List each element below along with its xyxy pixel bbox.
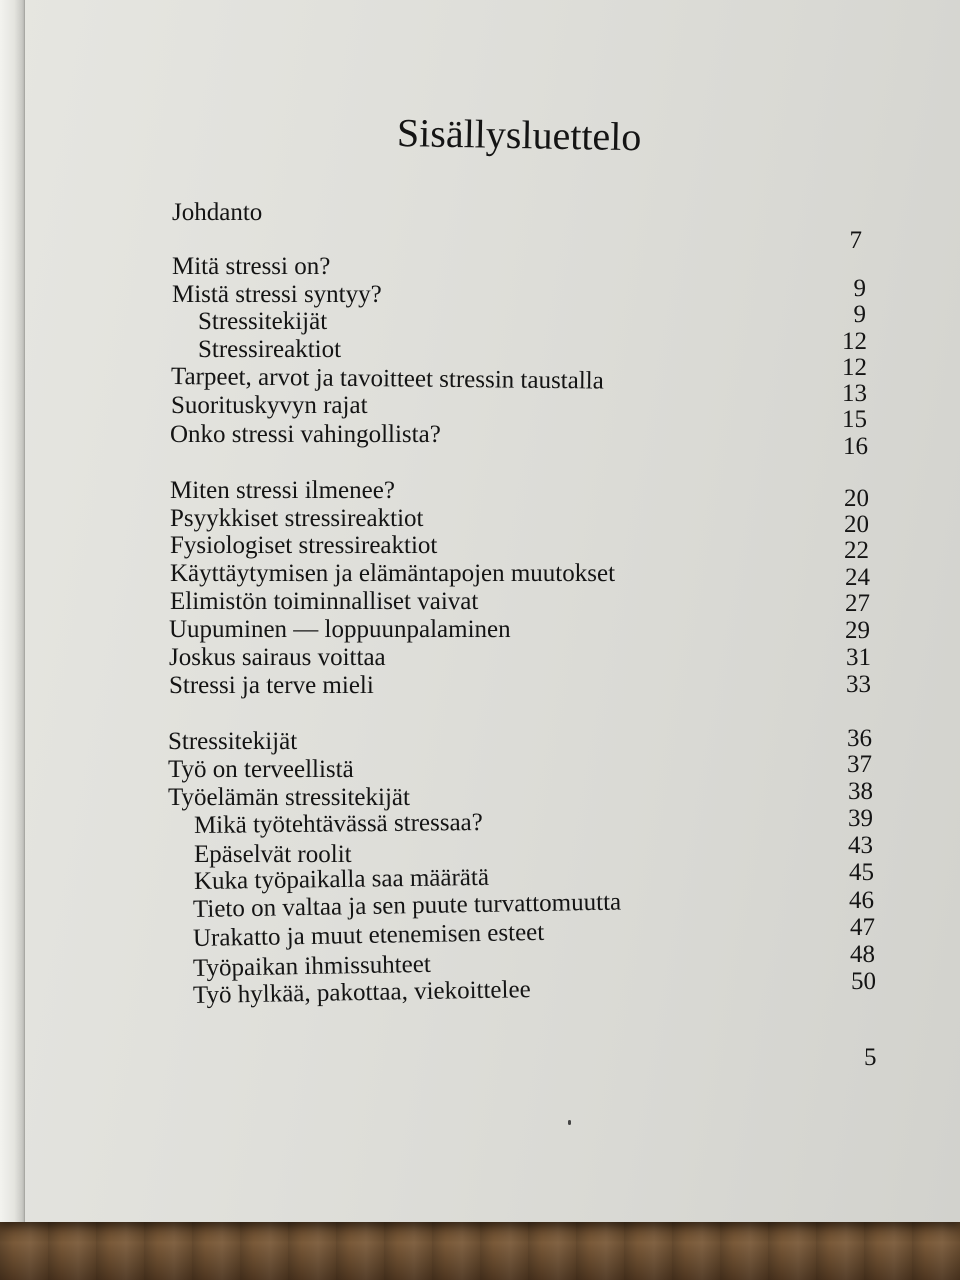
toc-entry-mika-tyotehtavassa-stressaa: Mikä työtehtävässä stressaa?: [193, 808, 483, 839]
toc-page-number: 12: [842, 328, 867, 355]
toc-entry-kayttaytymisen-muutokset: Käyttäytymisen ja elämäntapojen muutokset: [170, 560, 616, 587]
toc-entry-stressi-ja-terve-mieli: Stressi ja terve mieli: [169, 672, 374, 699]
toc-page-number: 20: [844, 511, 869, 538]
toc-page-number: 46: [849, 887, 874, 914]
contents-title: Sisällysluettelo: [396, 110, 642, 160]
toc-entry-stressireaktiot-sub: Stressireaktiot: [198, 336, 342, 363]
toc-page-number: 31: [846, 644, 871, 671]
toc-entry-tarpeet-arvot: Tarpeet, arvot ja tavoitteet stressin taustalla: [170, 363, 604, 395]
toc-page-number: 39: [848, 805, 873, 832]
toc-page-number: 9: [853, 275, 866, 302]
toc-entry-urakatto: Urakatto ja muut etenemisen esteet: [192, 918, 545, 952]
toc-entry-elimiston-vaivat: Elimistön toiminnalliset vaivat: [170, 588, 479, 615]
toc-entry-johdanto: Johdanto: [172, 199, 263, 226]
toc-entry-stressitekijat-sub: Stressitekijät: [198, 308, 328, 335]
toc-page-number: 45: [849, 859, 874, 886]
toc-page-number: 33: [846, 671, 871, 698]
toc-entry-onko-stressi-vahingollista: Onko stressi vahingollista?: [170, 421, 441, 448]
toc-page-number: 29: [845, 617, 870, 644]
toc-page-number: 36: [847, 725, 872, 752]
toc-page-number: 27: [845, 590, 870, 617]
page-stack-edge: [0, 0, 25, 1222]
toc-entry-joskus-sairaus-voittaa: Joskus sairaus voittaa: [169, 644, 386, 671]
toc-entry-mita-stressi-on: Mitä stressi on?: [172, 253, 331, 280]
toc-page-number: 9: [853, 301, 866, 328]
toc-entry-psyykkiset-stressireaktiot: Psyykkiset stressireaktiot: [170, 505, 424, 532]
toc-page-number: 15: [842, 406, 867, 433]
toc-entry-epaselvat-roolit: Epäselvät roolit: [194, 841, 352, 868]
toc-entry-uupuminen: Uupuminen — loppuunpalaminen: [169, 616, 511, 643]
toc-entry-kuka-tyopaikalla: Kuka työpaikalla saa määrätä: [193, 863, 490, 895]
toc-page-number: 12: [842, 354, 867, 381]
toc-entry-fysiologiset-stressireaktiot: Fysiologiset stressireaktiot: [170, 532, 438, 559]
folio-page-number: 5: [864, 1044, 877, 1071]
paper-speck: [568, 1120, 571, 1125]
wood-grain-texture: [0, 1218, 960, 1280]
toc-page-number: 20: [844, 485, 869, 512]
toc-page-number: 50: [851, 968, 876, 995]
toc-entry-tyoelaman-stressitekijat: Työelämän stressitekijät: [168, 784, 410, 811]
toc-page-number: 24: [845, 564, 870, 591]
toc-page-number: 43: [848, 832, 873, 859]
toc-entry-tieto-on-valtaa: Tieto on valtaa ja sen puute turvattomuutta: [192, 888, 622, 923]
toc-entry-tyo-hylkaa: Työ hylkää, pakottaa, viekoittelee: [192, 976, 531, 1009]
toc-entry-mista-stressi-syntyy: Mistä stressi syntyy?: [172, 281, 382, 308]
toc-page-number: 7: [849, 227, 862, 254]
toc-entry-suorituskyvyn-rajat: Suorituskyvyn rajat: [171, 392, 368, 419]
toc-page-number: 48: [850, 941, 875, 968]
toc-entry-tyo-on-terveellista: Työ on terveellistä: [168, 756, 354, 783]
toc-page-number: 13: [842, 380, 867, 407]
toc-page-number: 16: [843, 433, 868, 460]
toc-page-number: 38: [848, 778, 873, 805]
toc-page-number: 47: [850, 914, 875, 941]
toc-entry-stressitekijat: Stressitekijät: [168, 728, 298, 755]
toc-entry-miten-stressi-ilmenee: Miten stressi ilmenee?: [170, 477, 395, 504]
toc-page-number: 22: [844, 537, 869, 564]
toc-entry-tyopaikan-ihmissuhteet: Työpaikan ihmissuhteet: [192, 950, 431, 982]
toc-page-number: 37: [847, 751, 872, 778]
